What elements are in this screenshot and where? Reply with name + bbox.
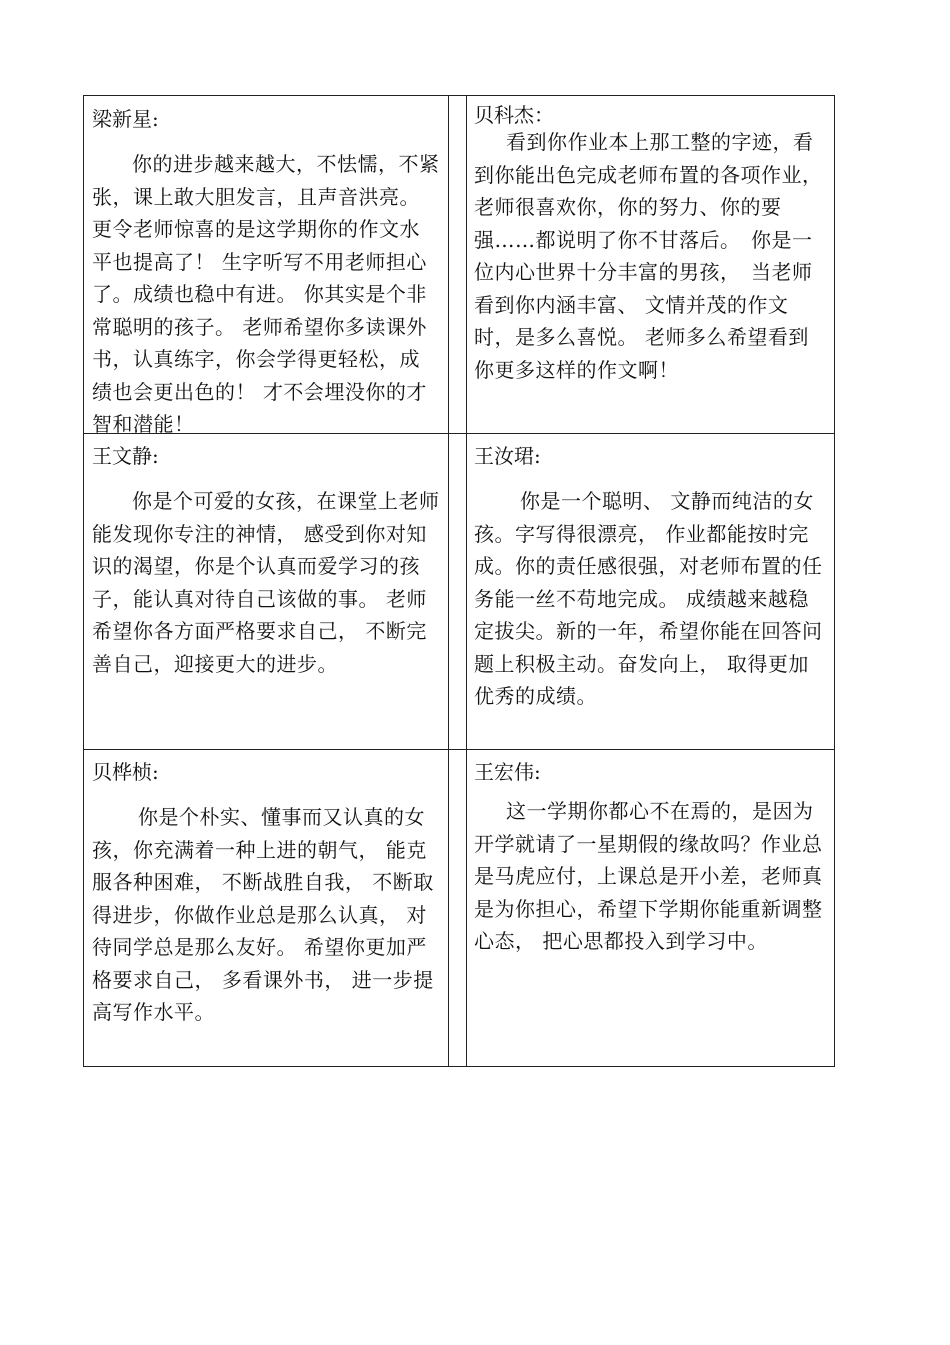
comment-cell xyxy=(84,749,448,1066)
student-name: 王汝珺: xyxy=(474,444,541,468)
student-name: 王宏伟: xyxy=(474,760,541,784)
teacher-comment: 你是个朴实、懂事而又认真的女孩，你充满着一种上进的朝气， 能克服各种困难， 不断战胜自我， 不断取得进步，你做作业总是那么认真， 对待同学总是那么友好。 希望你更加严格要求自己， 多看课外书， 进一步提高写作水平。 xyxy=(92,805,434,1024)
teacher-comment: 这一学期你都心不在焉的，是因为开学就请了一星期假的缘故吗？作业总是马虎应付，上课总是开小差，老师真是为你担心，希望下学期你能重新调整心态， 把心思都投入到学习中。 xyxy=(474,799,823,953)
teacher-comment: 你是一个聪明、 文静而纯洁的女孩。字写得很漂亮， 作业都能按时完成。你的责任感很强，对老师布置的任务能一丝不苟地完成。 成绩越来越稳定拔尖。新的一年，希望你能在回答问题上积极主动。奋发向上， 取得更加优秀的成绩。 xyxy=(474,489,823,708)
student-name: 王文静: xyxy=(92,444,159,468)
teacher-comment: 你的进步越来越大，不怯懦，不紧张，课上敢大胆发言，且声音洪亮。更令老师惊喜的是这学期你的作文水平也提高了！ 生字听写不用老师担心了。成绩也稳中有进。 你其实是个非常聪明的孩子。 老师希望你多读课外书，认真练字，你会学得更轻松，成绩也会更出色的！ 才不会埋没你的才智和潜能！ xyxy=(92,152,440,436)
comment-cell xyxy=(466,749,834,1066)
column-divider xyxy=(448,96,449,1066)
student-name: 贝科杰： xyxy=(474,103,554,127)
comment-cell xyxy=(466,433,834,749)
student-name: 贝桦桢: xyxy=(92,760,159,784)
comment-cell xyxy=(84,96,448,436)
student-name: 梁新星: xyxy=(92,107,159,131)
teacher-comment: 看到你作业本上那工整的字迹，看到你能出色完成老师布置的各项作业，老师很喜欢你，你的努力、你的要强……都说明了你不甘落后。 你是一位内心世界十分丰富的男孩， 当老师看到你内涵丰富、 文情并茂的作文时，是多么喜悦。 老师多么希望看到你更多这样的作文啊！ xyxy=(474,130,823,382)
teacher-comment: 你是个可爱的女孩，在课堂上老师能发现你专注的神情， 感受到你对知识的渴望，你是个认真而爱学习的孩子，能认真对待自己该做的事。 老师希望你各方面严格要求自己， 不断完善自己，迎接更大的进步。 xyxy=(92,489,440,676)
comment-table xyxy=(83,95,835,1067)
comment-cell xyxy=(466,96,834,433)
comment-cell xyxy=(84,433,448,749)
